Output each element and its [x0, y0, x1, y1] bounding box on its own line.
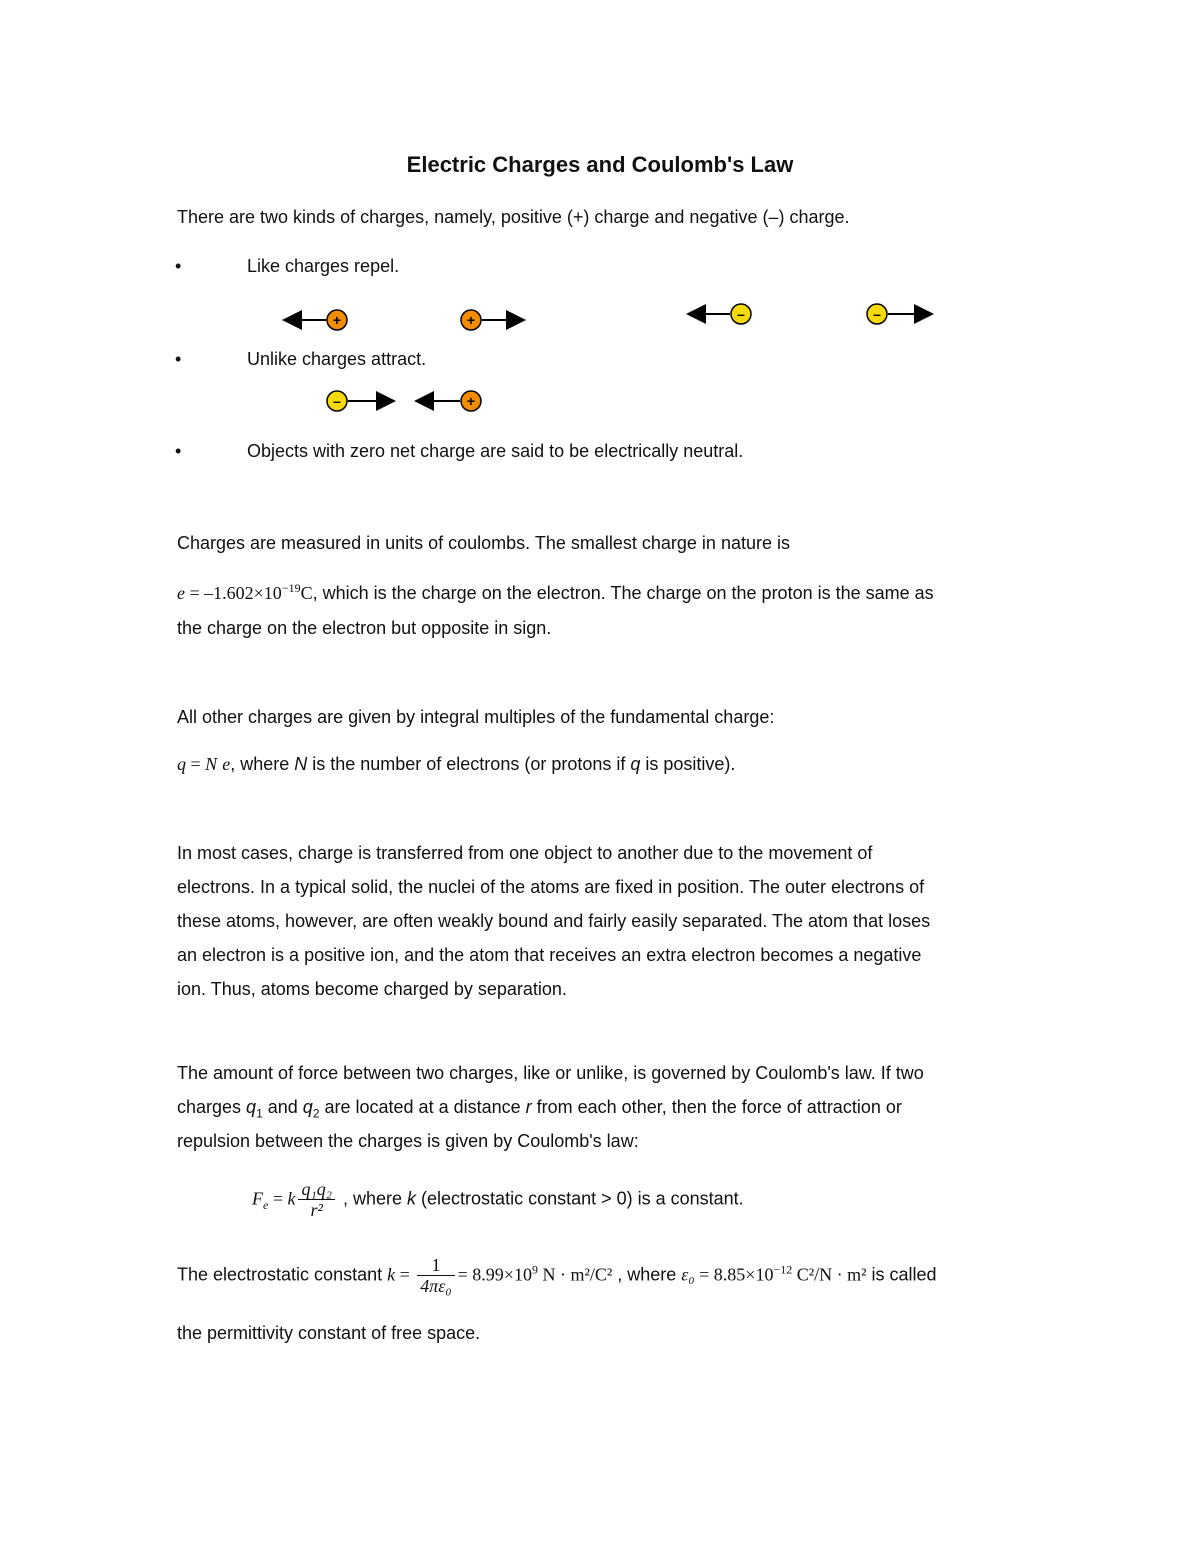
text: is the number of electrons (or protons if — [307, 754, 631, 774]
symbol-N: N — [205, 754, 218, 774]
multiples-line-2 — [177, 754, 735, 775]
page-title: Electric Charges and Coulomb's Law — [406, 152, 794, 177]
text: charges — [177, 1097, 247, 1117]
unit: N · m²/C² — [537, 1264, 613, 1285]
transfer-line: ion. Thus, atoms become charged by separation. — [177, 979, 567, 999]
units-line-2-rest: , which is the charge on the electron. The charge on the proton is the same as — [312, 583, 934, 603]
negative-label: – — [873, 306, 881, 322]
transfer-line: In most cases, charge is transferred from one object to another due to the movement of — [177, 843, 873, 863]
units-line-3: the charge on the electron but opposite in sign. — [177, 618, 552, 638]
bullet-neutral: Objects with zero net charge are said to be electrically neutral. — [247, 441, 744, 461]
exponent: −12 — [773, 1262, 793, 1277]
bullet-marker: • — [175, 349, 182, 369]
electron-charge-exponent: −19 — [281, 581, 301, 595]
negative-label: – — [737, 306, 745, 322]
symbol-e: e — [177, 583, 185, 603]
coulomb-line-3: repulsion between the charges is given by Coulomb's law: — [177, 1131, 639, 1151]
bullet-marker: • — [175, 441, 182, 461]
unit-coulomb: C — [300, 583, 313, 603]
text: is positive). — [640, 754, 736, 774]
bullet-unlike-charges: Unlike charges attract. — [247, 349, 427, 369]
like-charges-diagram — [0, 300, 1200, 340]
fraction — [298, 1179, 335, 1220]
coulomb-line-1: The amount of force between two charges, like or unlike, is governed by Coulomb's law. If two — [177, 1063, 924, 1083]
bullet-like-charges: Like charges repel. — [247, 256, 400, 276]
symbol-N: N — [294, 754, 308, 774]
symbol-e: e — [222, 754, 231, 774]
text: The electrostatic constant — [177, 1264, 388, 1285]
unlike-charges-diagram — [0, 381, 1200, 421]
text: from each other, then the force of attraction or — [531, 1097, 902, 1117]
constant-line-2: the permittivity constant of free space. — [177, 1323, 481, 1343]
positive-label: + — [466, 393, 476, 409]
equals: = — [186, 754, 206, 774]
symbol-q: q — [630, 754, 641, 774]
multiples-line-1: All other charges are given by integral multiples of the fundamental charge: — [177, 707, 775, 727]
subscript: 2 — [312, 1106, 320, 1121]
numerator: 1 — [417, 1255, 454, 1276]
equals: = — [395, 1264, 415, 1285]
transfer-line: these atoms, however, are often weakly bound and fairly easily separated. The atom that loses — [177, 911, 931, 931]
text: , where — [230, 754, 295, 774]
subscript: 1 — [256, 1106, 263, 1121]
equals: = — [268, 1188, 288, 1209]
negative-label: – — [333, 393, 341, 409]
text: , where — [338, 1188, 408, 1209]
units-line-2 — [177, 581, 934, 604]
symbol-k: k — [407, 1188, 417, 1209]
text: is called — [866, 1264, 937, 1285]
coulomb-line-2 — [177, 1097, 902, 1121]
text: are located at a distance — [319, 1097, 526, 1117]
intro-text: There are two kinds of charges, namely, positive (+) charge and negative (–) charge. — [177, 207, 850, 227]
symbol-k: k — [387, 1264, 396, 1285]
positive-label: + — [332, 312, 342, 328]
text: , where — [612, 1264, 682, 1285]
coulomb-equation — [252, 1179, 744, 1220]
exponent: 9 — [531, 1262, 538, 1277]
subscript: e — [263, 1197, 269, 1212]
units-line-1: Charges are measured in units of coulombs. The smallest charge in nature is — [177, 533, 790, 553]
constant-equation — [177, 1255, 937, 1296]
denominator: r² — [310, 1200, 323, 1220]
text: and — [262, 1097, 303, 1117]
symbol-k: k — [287, 1188, 296, 1209]
symbol-q2: q — [302, 1097, 313, 1117]
unit: C²/N · m² — [792, 1264, 867, 1285]
symbol-epsilon: ε₀ — [681, 1264, 695, 1285]
fraction — [417, 1255, 454, 1296]
constant-value: = 8.99×10 — [457, 1264, 532, 1285]
positive-label: + — [466, 312, 476, 328]
permittivity-value: = 8.85×10 — [694, 1264, 774, 1285]
symbol-F: F — [252, 1188, 263, 1209]
symbol-r: r — [525, 1097, 532, 1117]
numerator: q₁q₂ — [298, 1179, 335, 1200]
bullet-marker: • — [175, 256, 182, 276]
denominator: 4πε₀ — [420, 1276, 452, 1296]
transfer-line: an electron is a positive ion, and the atom that receives an extra electron becomes a negative — [177, 945, 922, 965]
symbol-q1: q — [246, 1097, 257, 1117]
electron-charge-value: = –1.602×10 — [185, 583, 282, 603]
transfer-line: electrons. In a typical solid, the nuclei of the atoms are fixed in position. The outer electrons of — [177, 877, 925, 897]
symbol-q: q — [177, 754, 186, 774]
text: (electrostatic constant > 0) is a constant. — [416, 1188, 744, 1209]
